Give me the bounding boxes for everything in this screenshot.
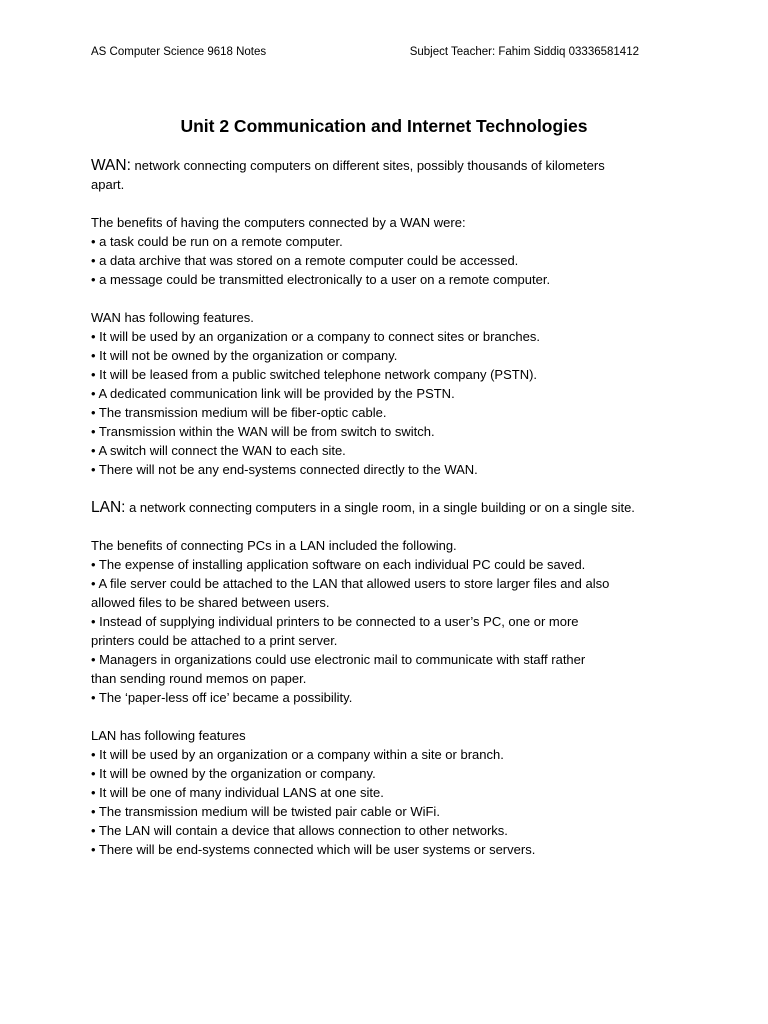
wan-feature-item: • Transmission within the WAN will be from switch to switch. (91, 424, 435, 439)
header-teacher: Subject Teacher: Fahim Siddiq 03336581412 (409, 46, 639, 58)
lan-benefit-item: allowed files to be shared between users. (91, 595, 330, 610)
wan-feature-item: • The transmission medium will be fiber-optic cable. (91, 405, 387, 420)
wan-benefit-item: • a message could be transmitted electronically to a user on a remote computer. (91, 272, 551, 287)
wan-feature-item: • It will be leased from a public switched telephone network company (PSTN). (91, 367, 538, 382)
lan-benefit-item: printers could be attached to a print server. (91, 633, 338, 648)
wan-benefits-intro: The benefits of having the computers connected by a WAN were: (91, 215, 466, 230)
wan-definition-cont: apart. (91, 177, 125, 192)
page-header (91, 46, 639, 58)
lan-definition (91, 498, 681, 517)
lan-benefit-item: • Instead of supplying individual printers to be connected to a user’s PC, one or more (91, 614, 579, 629)
lan-feature-item: • There will be end-systems connected which will be user systems or servers. (91, 842, 536, 857)
wan-features-intro: WAN has following features. (91, 310, 254, 325)
header-course: AS Computer Science 9618 Notes (91, 46, 267, 58)
lan-benefit-item: • A file server could be attached to the LAN that allowed users to store larger files and also (91, 576, 610, 591)
wan-definition-text: network connecting computers on different sites, possibly thousands of kilometers (130, 158, 605, 173)
wan-term: WAN: (91, 157, 131, 174)
page-title: Unit 2 Communication and Internet Technologies (180, 116, 588, 136)
wan-benefit-item: • a task could be run on a remote computer. (91, 234, 343, 249)
lan-benefit-item: • The ‘paper-less off ice’ became a possibility. (91, 690, 353, 705)
lan-feature-item: • The LAN will contain a device that allows connection to other networks. (91, 823, 508, 838)
lan-term: LAN: (91, 499, 126, 516)
lan-features-intro: LAN has following features (91, 728, 246, 743)
document-body (91, 156, 681, 859)
wan-feature-item: • A dedicated communication link will be provided by the PSTN. (91, 386, 455, 401)
lan-feature-item: • The transmission medium will be twisted pair cable or WiFi. (91, 804, 440, 819)
wan-feature-item: • It will be used by an organization or a company to connect sites or branches. (91, 329, 540, 344)
wan-feature-item: • A switch will connect the WAN to each site. (91, 443, 346, 458)
lan-benefit-item: • The expense of installing application software on each individual PC could be saved. (91, 557, 586, 572)
wan-benefit-item: • a data archive that was stored on a remote computer could be accessed. (91, 253, 519, 268)
lan-feature-item: • It will be used by an organization or a company within a site or branch. (91, 747, 504, 762)
lan-definition-text: a network connecting computers in a single room, in a single building or on a single site. (125, 500, 635, 515)
lan-feature-item: • It will be one of many individual LANS at one site. (91, 785, 384, 800)
lan-benefits-intro: The benefits of connecting PCs in a LAN included the following. (91, 538, 457, 553)
lan-benefit-item: • Managers in organizations could use electronic mail to communicate with staff rather (91, 652, 586, 667)
wan-feature-item: • It will not be owned by the organization or company. (91, 348, 398, 363)
lan-feature-item: • It will be owned by the organization or company. (91, 766, 376, 781)
wan-feature-item: • There will not be any end-systems connected directly to the WAN. (91, 462, 478, 477)
lan-benefit-item: than sending round memos on paper. (91, 671, 307, 686)
wan-definition (91, 156, 681, 175)
